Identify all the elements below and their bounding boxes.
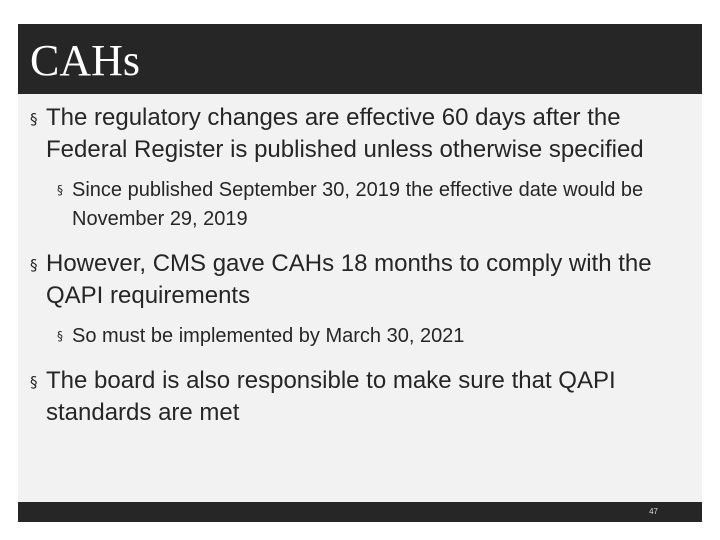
bullet-marker-icon: § [30,110,38,128]
bullet-item [30,365,690,429]
bullet-marker-icon: § [30,373,38,391]
slide-title: CAHs [30,36,141,85]
title-bar [18,24,702,94]
page-number: 47 [649,507,658,516]
bullet-text: The board is also responsible to make sure that QAPI standards are met [46,367,616,426]
sub-bullet-marker-icon: § [57,329,63,343]
bullet-item [30,248,690,312]
bullet-text: The regulatory changes are effective 60 days after the Federal Register is published unless otherwise specified [46,104,644,163]
sub-bullet-item [57,176,690,234]
sub-bullet-text: Since published September 30, 2019 the effective date would be November 29, 2019 [72,179,644,230]
sub-bullet-text: So must be implemented by March 30, 2021 [72,325,465,347]
sub-bullet-item [57,322,690,351]
sub-bullet-marker-icon: § [57,183,63,197]
bullet-item [30,102,690,166]
bullet-marker-icon: § [30,256,38,274]
slide-body [30,102,690,443]
bullet-text: However, CMS gave CAHs 18 months to comply with the QAPI requirements [46,250,652,309]
footer-bar [18,502,702,522]
